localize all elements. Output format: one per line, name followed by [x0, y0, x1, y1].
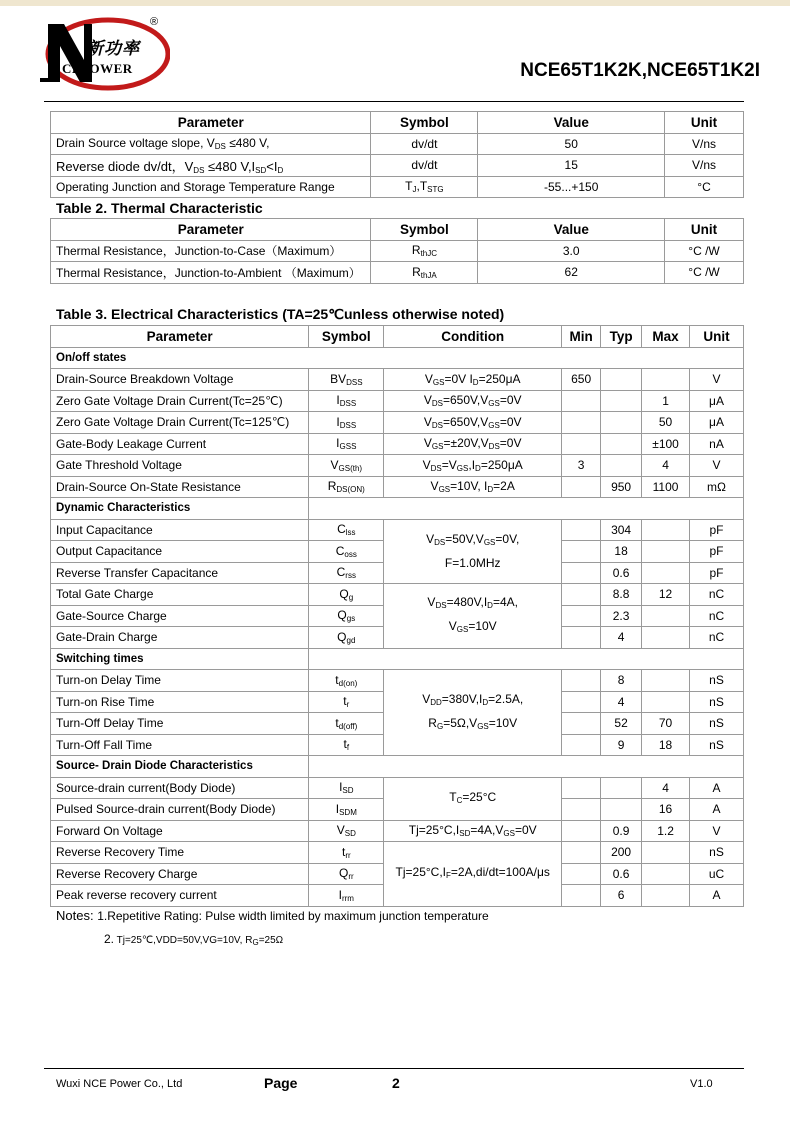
symbol-cell: $I_{SDM}$: [309, 799, 384, 821]
notes-label: Notes:: [56, 908, 98, 923]
min-cell: [562, 820, 601, 842]
min-cell: [562, 412, 601, 434]
typ-cell: [601, 369, 642, 391]
unit-cell: nS: [690, 734, 744, 756]
unit-cell: A: [690, 885, 744, 907]
table-row: [51, 519, 744, 541]
table-max-ratings-continued: [50, 111, 744, 198]
typ-cell: 4: [601, 627, 642, 649]
header-divider: [44, 101, 744, 102]
col-header-value: Value: [478, 219, 665, 241]
min-cell: [562, 627, 601, 649]
symbol-cell: $Q_{rr}$: [309, 863, 384, 885]
min-cell: 3: [562, 455, 601, 477]
symbol-cell: $R_{DS(ON)}$: [309, 476, 384, 498]
unit-cell: °C /W: [665, 262, 744, 284]
param-cell: Zero Gate Voltage Drain Current(Tc=125℃): [51, 412, 309, 434]
symbol-cell: $I_{DSS}$: [309, 412, 384, 434]
typ-cell: 0.6: [601, 562, 642, 584]
note-2-text: Tj=25℃,VDD=50V,VG=10V, $R_G=25\Omega$: [114, 935, 284, 947]
min-cell: [562, 584, 601, 606]
typ-cell: 52: [601, 713, 642, 735]
table-row: [51, 455, 744, 477]
footer-version: V1.0: [690, 1078, 713, 1090]
footer-page-label: Page: [264, 1075, 298, 1091]
typ-cell: 18: [601, 541, 642, 563]
notes: [56, 908, 489, 923]
table-row: [51, 240, 744, 262]
unit-cell: nS: [690, 691, 744, 713]
col-header-unit: Unit: [665, 219, 744, 241]
section-row-onoff: [51, 347, 744, 369]
condition-cell: $V_{GS}=0V$ $I_D=250\mu A$: [384, 369, 562, 391]
param-cell: Turn-on Rise Time: [51, 691, 309, 713]
max-cell: 12: [642, 584, 690, 606]
unit-cell: A: [690, 799, 744, 821]
table-row: [51, 820, 744, 842]
value-cell: 62: [478, 262, 665, 284]
min-cell: [562, 433, 601, 455]
typ-cell: 0.6: [601, 863, 642, 885]
symbol-cell: $I_{rrm}$: [309, 885, 384, 907]
typ-cell: 8.8: [601, 584, 642, 606]
min-cell: [562, 691, 601, 713]
table-row: [51, 433, 744, 455]
unit-cell: V: [690, 455, 744, 477]
min-cell: [562, 562, 601, 584]
unit-cell: nC: [690, 584, 744, 606]
section-row-dynamic: [51, 498, 744, 520]
condition-cell: $V_{DD}=380V,I_D=2.5A$, $R_G=5\Omega,V_{GS}=10V$: [384, 670, 562, 756]
table-row: [51, 262, 744, 284]
unit-cell: mΩ: [690, 476, 744, 498]
param-cell: Gate-Drain Charge: [51, 627, 309, 649]
param-cell: Forward On Voltage: [51, 820, 309, 842]
section-row-diode: [51, 756, 744, 778]
col-header-symbol: Symbol: [371, 219, 478, 241]
max-cell: 1100: [642, 476, 690, 498]
table2-caption: Table 2. Thermal Characteristic: [56, 200, 263, 216]
condition-cell: $T_C=25^\circ C$: [384, 777, 562, 820]
param-cell: Gate-Source Charge: [51, 605, 309, 627]
symbol-cell: $t_f$: [309, 734, 384, 756]
condition-cell: $V_{GS}=10V$, $I_D=2A$: [384, 476, 562, 498]
max-cell: [642, 605, 690, 627]
condition-cell: $V_{DS}=50V,V_{GS}=0V$, F=1.0MHz: [384, 519, 562, 584]
symbol-cell: $C_{oss}$: [309, 541, 384, 563]
col-header-parameter: Parameter: [51, 326, 309, 348]
param-cell: Reverse Recovery Time: [51, 842, 309, 864]
unit-cell: °C: [665, 176, 744, 198]
unit-cell: pF: [690, 562, 744, 584]
min-cell: 650: [562, 369, 601, 391]
param-cell: Source-drain current(Body Diode): [51, 777, 309, 799]
value-cell: 50: [478, 133, 665, 155]
table-row: [51, 133, 744, 155]
symbol-cell: $I_{DSS}$: [309, 390, 384, 412]
condition-cell: $Tj=25^\circ C,I_F=2A,di/dt=100A/\mu s$: [384, 842, 562, 907]
param-cell: Output Capacitance: [51, 541, 309, 563]
document-title: NCE65T1K2K,NCE65T1K2I: [520, 60, 760, 81]
section-row-switching: [51, 648, 744, 670]
typ-cell: 6: [601, 885, 642, 907]
param-cell: Drain-Source On-State Resistance: [51, 476, 309, 498]
col-header-unit: Unit: [665, 112, 744, 134]
min-cell: [562, 885, 601, 907]
symbol-cell: $R_{thJA}$: [371, 262, 478, 284]
table-row: [51, 390, 744, 412]
min-cell: [562, 541, 601, 563]
col-header-symbol: Symbol: [309, 326, 384, 348]
param-cell: Operating Junction and Storage Temperature Range: [51, 176, 371, 198]
condition-cell: $V_{DS}=650V,V_{GS}=0V$: [384, 412, 562, 434]
typ-cell: 950: [601, 476, 642, 498]
min-cell: [562, 777, 601, 799]
footer-page-number: 2: [392, 1075, 400, 1091]
typ-cell: [601, 777, 642, 799]
table-electrical: [50, 325, 744, 907]
min-cell: [562, 476, 601, 498]
max-cell: 4: [642, 777, 690, 799]
min-cell: [562, 734, 601, 756]
max-cell: 18: [642, 734, 690, 756]
typ-cell: [601, 412, 642, 434]
table-row: [51, 176, 744, 198]
condition-cell: $V_{DS}=650V,V_{GS}=0V$: [384, 390, 562, 412]
min-cell: [562, 519, 601, 541]
value-cell: 15: [478, 155, 665, 177]
registered-mark: ®: [150, 16, 159, 28]
symbol-cell: $V_{GS(th)}$: [309, 455, 384, 477]
param-cell: Reverse Recovery Charge: [51, 863, 309, 885]
symbol-cell: $Q_{gs}$: [309, 605, 384, 627]
table-row: [51, 584, 744, 606]
max-cell: [642, 627, 690, 649]
typ-cell: 2.3: [601, 605, 642, 627]
footer-divider: [44, 1068, 744, 1069]
unit-cell: nS: [690, 670, 744, 692]
symbol-cell: $t_r$: [309, 691, 384, 713]
col-header-value: Value: [478, 112, 665, 134]
table-row: [51, 155, 744, 177]
unit-cell: uC: [690, 863, 744, 885]
col-header-parameter: Parameter: [51, 219, 371, 241]
note-2: [104, 932, 283, 947]
min-cell: [562, 670, 601, 692]
symbol-cell: $Q_g$: [309, 584, 384, 606]
typ-cell: [601, 799, 642, 821]
condition-cell: $V_{DS}=V_{GS},I_D=250\mu A$: [384, 455, 562, 477]
param-cell: Reverse Transfer Capacitance: [51, 562, 309, 584]
param-cell: Pulsed Source-drain current(Body Diode): [51, 799, 309, 821]
unit-cell: V: [690, 369, 744, 391]
symbol-cell: $C_{lss}$: [309, 519, 384, 541]
table-row: [51, 777, 744, 799]
param-cell: Zero Gate Voltage Drain Current(Tc=25℃): [51, 390, 309, 412]
max-cell: [642, 541, 690, 563]
symbol-cell: $BV_{DSS}$: [309, 369, 384, 391]
max-cell: 4: [642, 455, 690, 477]
unit-cell: pF: [690, 541, 744, 563]
param-cell: Gate Threshold Voltage: [51, 455, 309, 477]
table-row: [51, 476, 744, 498]
table-row: [51, 670, 744, 692]
symbol-cell: $R_{thJC}$: [371, 240, 478, 262]
condition-cell: $V_{DS}=480V,I_D=4A$, $V_{GS}=10V$: [384, 584, 562, 649]
max-cell: [642, 691, 690, 713]
unit-cell: nS: [690, 713, 744, 735]
max-cell: [642, 842, 690, 864]
typ-cell: 0.9: [601, 820, 642, 842]
section-title: Source- Drain Diode Characteristics: [51, 756, 309, 778]
max-cell: [642, 885, 690, 907]
col-header-max: Max: [642, 326, 690, 348]
symbol-cell: $t_{rr}$: [309, 842, 384, 864]
unit-cell: V: [690, 820, 744, 842]
max-cell: [642, 519, 690, 541]
value-cell: 3.0: [478, 240, 665, 262]
typ-cell: [601, 390, 642, 412]
max-cell: [642, 670, 690, 692]
note-1: 1.Repetitive Rating: Pulse width limited by maximum junction temperature: [97, 909, 489, 923]
symbol-cell: $Q_{gd}$: [309, 627, 384, 649]
param-cell: Input Capacitance: [51, 519, 309, 541]
max-cell: 16: [642, 799, 690, 821]
unit-cell: pF: [690, 519, 744, 541]
unit-cell: V/ns: [665, 155, 744, 177]
typ-cell: 9: [601, 734, 642, 756]
symbol-cell: $I_{SD}$: [309, 777, 384, 799]
col-header-parameter: Parameter: [51, 112, 371, 134]
symbol-cell: $t_{d(on)}$: [309, 670, 384, 692]
min-cell: [562, 799, 601, 821]
min-cell: [562, 605, 601, 627]
section-title: On/off states: [51, 347, 744, 369]
top-decorative-band: [0, 0, 790, 6]
typ-cell: 4: [601, 691, 642, 713]
symbol-cell: $T_J,T_{STG}$: [371, 176, 478, 198]
unit-cell: nC: [690, 627, 744, 649]
unit-cell: nC: [690, 605, 744, 627]
param-cell: Drain Source voltage slope, $V_{DS} \le 480$ V,: [51, 133, 371, 155]
min-cell: [562, 863, 601, 885]
col-header-unit: Unit: [690, 326, 744, 348]
value-cell: -55...+150: [478, 176, 665, 198]
param-cell: Gate-Body Leakage Current: [51, 433, 309, 455]
logo-chinese-text: 新功率: [86, 39, 140, 59]
param-cell: Peak reverse recovery current: [51, 885, 309, 907]
unit-cell: nA: [690, 433, 744, 455]
condition-cell: $Tj=25^\circ C,I_{SD}=4A,V_{GS}=0V$: [384, 820, 562, 842]
param-cell: Turn-Off Fall Time: [51, 734, 309, 756]
table-row: [51, 842, 744, 864]
table-row: [51, 369, 744, 391]
typ-cell: [601, 433, 642, 455]
section-title: Dynamic Characteristics: [51, 498, 309, 520]
param-cell: Drain-Source Breakdown Voltage: [51, 369, 309, 391]
table-header-row: [51, 112, 744, 134]
col-header-symbol: Symbol: [371, 112, 478, 134]
typ-cell: 8: [601, 670, 642, 692]
condition-cell: $V_{GS}=\pm 20V,V_{DS}=0V$: [384, 433, 562, 455]
unit-cell: nS: [690, 842, 744, 864]
unit-cell: μA: [690, 390, 744, 412]
footer-company: Wuxi NCE Power Co., Ltd: [56, 1078, 183, 1090]
table3-caption: Table 3. Electrical Characteristics (TA=25℃unless otherwise noted): [56, 306, 505, 322]
max-cell: [642, 562, 690, 584]
param-cell: Thermal Resistance，Junction-to-Ambient （Maximum）: [51, 262, 371, 284]
max-cell: [642, 863, 690, 885]
min-cell: [562, 390, 601, 412]
max-cell: 1.2: [642, 820, 690, 842]
section-title: Switching times: [51, 648, 309, 670]
unit-cell: μA: [690, 412, 744, 434]
param-cell: Thermal Resistance，Junction-to-Case（Maximum）: [51, 240, 371, 262]
max-cell: ±100: [642, 433, 690, 455]
max-cell: 50: [642, 412, 690, 434]
min-cell: [562, 842, 601, 864]
symbol-cell: $C_{rss}$: [309, 562, 384, 584]
col-header-min: Min: [562, 326, 601, 348]
min-cell: [562, 713, 601, 735]
param-cell: Turn-on Delay Time: [51, 670, 309, 692]
table-header-row: [51, 326, 744, 348]
param-cell: Reverse diode dv/dt，$V_{DS} \le 480$ $V,I_{SD}<I_D$: [51, 155, 371, 177]
max-cell: 1: [642, 390, 690, 412]
max-cell: [642, 369, 690, 391]
table-thermal: [50, 218, 744, 284]
symbol-cell: dv/dt: [371, 133, 478, 155]
logo-english-text: CEPOWER: [62, 61, 133, 76]
symbol-cell: $V_{SD}$: [309, 820, 384, 842]
unit-cell: °C /W: [665, 240, 744, 262]
symbol-cell: $I_{GSS}$: [309, 433, 384, 455]
unit-cell: V/ns: [665, 133, 744, 155]
col-header-condition: Condition: [384, 326, 562, 348]
table-row: [51, 412, 744, 434]
col-header-typ: Typ: [601, 326, 642, 348]
table-header-row: [51, 219, 744, 241]
unit-cell: A: [690, 777, 744, 799]
typ-cell: [601, 455, 642, 477]
typ-cell: 200: [601, 842, 642, 864]
max-cell: 70: [642, 713, 690, 735]
symbol-cell: dv/dt: [371, 155, 478, 177]
note-2-number: 2.: [104, 932, 115, 946]
param-cell: Total Gate Charge: [51, 584, 309, 606]
typ-cell: 304: [601, 519, 642, 541]
param-cell: Turn-Off Delay Time: [51, 713, 309, 735]
symbol-cell: $t_{d(off)}$: [309, 713, 384, 735]
